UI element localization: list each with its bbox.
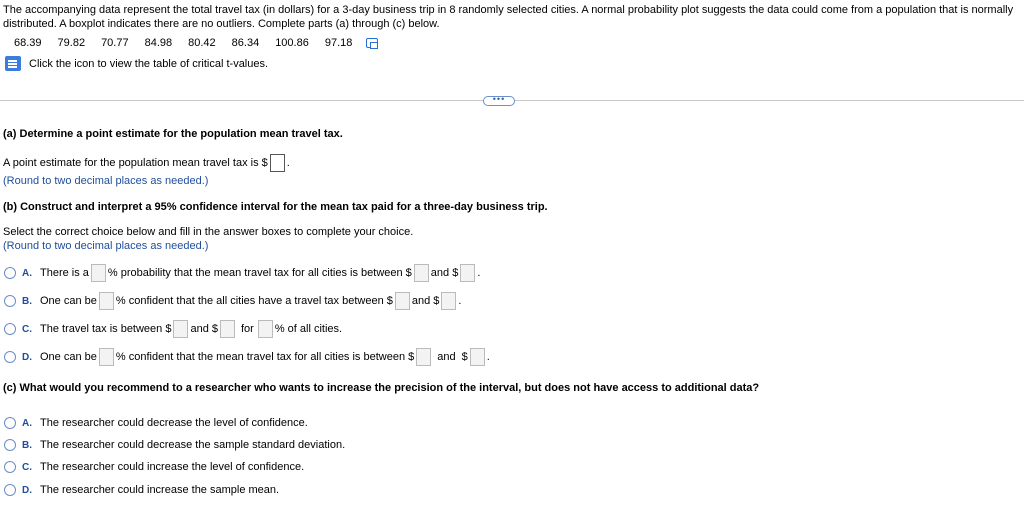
option-text: .	[477, 267, 481, 279]
data-value: 97.18	[324, 37, 353, 49]
data-value: 68.39	[14, 37, 42, 49]
more-button[interactable]: •••	[483, 96, 515, 106]
data-value: 80.42	[188, 37, 216, 49]
table-book-icon[interactable]	[5, 56, 21, 71]
option-letter: B.	[22, 295, 32, 307]
option-text: The researcher could increase the sample mean.	[40, 484, 280, 496]
point-estimate-input[interactable]	[270, 154, 285, 172]
t-table-link[interactable]	[5, 56, 268, 71]
part-a-period: .	[286, 157, 290, 169]
part-a-round-note: (Round to two decimal places as needed.)	[3, 175, 209, 187]
confidence-input[interactable]	[99, 292, 114, 310]
lower-bound-input[interactable]	[416, 348, 431, 366]
option-letter: D.	[22, 484, 32, 496]
radio-button[interactable]	[4, 323, 16, 335]
option-text: % of all cities.	[274, 323, 343, 335]
lower-bound-input[interactable]	[395, 292, 410, 310]
probability-input[interactable]	[91, 264, 106, 282]
part-c-option-d[interactable]	[4, 484, 279, 496]
part-b-option-c[interactable]	[4, 320, 342, 338]
option-letter: A.	[22, 267, 32, 279]
upper-bound-input[interactable]	[441, 292, 456, 310]
upper-bound-input[interactable]	[470, 348, 485, 366]
option-text: $	[461, 351, 468, 363]
data-value: 100.86	[275, 37, 309, 49]
part-c-option-c[interactable]	[4, 461, 304, 473]
radio-button[interactable]	[4, 461, 16, 473]
upper-bound-input[interactable]	[460, 264, 475, 282]
part-a-heading: (a) Determine a point estimate for the population mean travel tax.	[3, 128, 343, 140]
data-value: 84.98	[144, 37, 173, 49]
option-text: .	[486, 351, 490, 363]
radio-button[interactable]	[4, 351, 16, 363]
percent-input[interactable]	[258, 320, 273, 338]
option-text: One can be	[40, 351, 97, 363]
option-text: and $	[190, 323, 218, 335]
part-a-prompt: A point estimate for the population mean travel tax is $	[3, 157, 268, 169]
confidence-input[interactable]	[99, 348, 114, 366]
option-text: There is a	[40, 267, 89, 279]
part-b-instruction: Select the correct choice below and fill in the answer boxes to complete your choice.	[3, 226, 414, 238]
part-b-round-note: (Round to two decimal places as needed.)	[3, 240, 209, 252]
part-c-option-a[interactable]	[4, 417, 308, 429]
option-text: The travel tax is between $	[40, 323, 172, 335]
part-a-prompt-row	[3, 154, 290, 172]
option-letter: C.	[22, 461, 32, 473]
option-letter: B.	[22, 439, 32, 451]
upper-bound-input[interactable]	[220, 320, 235, 338]
data-values-row	[14, 37, 378, 49]
lower-bound-input[interactable]	[414, 264, 429, 282]
radio-button[interactable]	[4, 439, 16, 451]
option-text: % confident that the mean travel tax for all cities is between $	[115, 351, 415, 363]
copy-data-icon[interactable]	[366, 38, 378, 48]
option-text: The researcher could decrease the sample standard deviation.	[40, 439, 346, 451]
radio-button[interactable]	[4, 417, 16, 429]
lower-bound-input[interactable]	[173, 320, 188, 338]
radio-button[interactable]	[4, 295, 16, 307]
data-value: 79.82	[57, 37, 86, 49]
part-b-option-a[interactable]	[4, 264, 480, 282]
part-b-heading: (b) Construct and interpret a 95% confidence interval for the mean tax paid for a three-day business trip.	[3, 201, 548, 213]
option-text: One can be	[40, 295, 97, 307]
part-b-option-b[interactable]	[4, 292, 461, 310]
option-letter: D.	[22, 351, 32, 363]
question-intro: The accompanying data represent the total travel tax (in dollars) for a 3-day business trip in 8 randomly selected cities. A normal probability plot suggests the data could come from a population that is normally distributed. A boxplot indicates there are no outliers. Complete parts (a) through (c) below.	[3, 4, 1014, 30]
t-table-link-text: Click the icon to view the table of critical t-values.	[29, 57, 269, 70]
radio-button[interactable]	[4, 484, 16, 496]
option-text: for	[241, 323, 254, 335]
data-value: 70.77	[101, 37, 129, 49]
option-text: and $	[411, 295, 440, 307]
option-text: The researcher could increase the level of confidence.	[40, 461, 305, 473]
data-value: 86.34	[231, 37, 260, 49]
option-text: .	[458, 295, 462, 307]
part-c-option-b[interactable]	[4, 439, 345, 451]
part-b-option-d[interactable]	[4, 348, 490, 366]
option-text: and $	[430, 267, 459, 279]
option-letter: C.	[22, 323, 32, 335]
option-text: % confident that the all cities have a travel tax between $	[115, 295, 393, 307]
part-c-heading: (c) What would you recommend to a researcher who wants to increase the precision of the interval, but does not have access to additional data?	[3, 382, 760, 394]
option-letter: A.	[22, 417, 32, 429]
option-text: and	[437, 351, 456, 363]
radio-button[interactable]	[4, 267, 16, 279]
option-text: The researcher could decrease the level of confidence.	[40, 417, 308, 429]
option-text: % probability that the mean travel tax for all cities is between $	[107, 267, 412, 279]
